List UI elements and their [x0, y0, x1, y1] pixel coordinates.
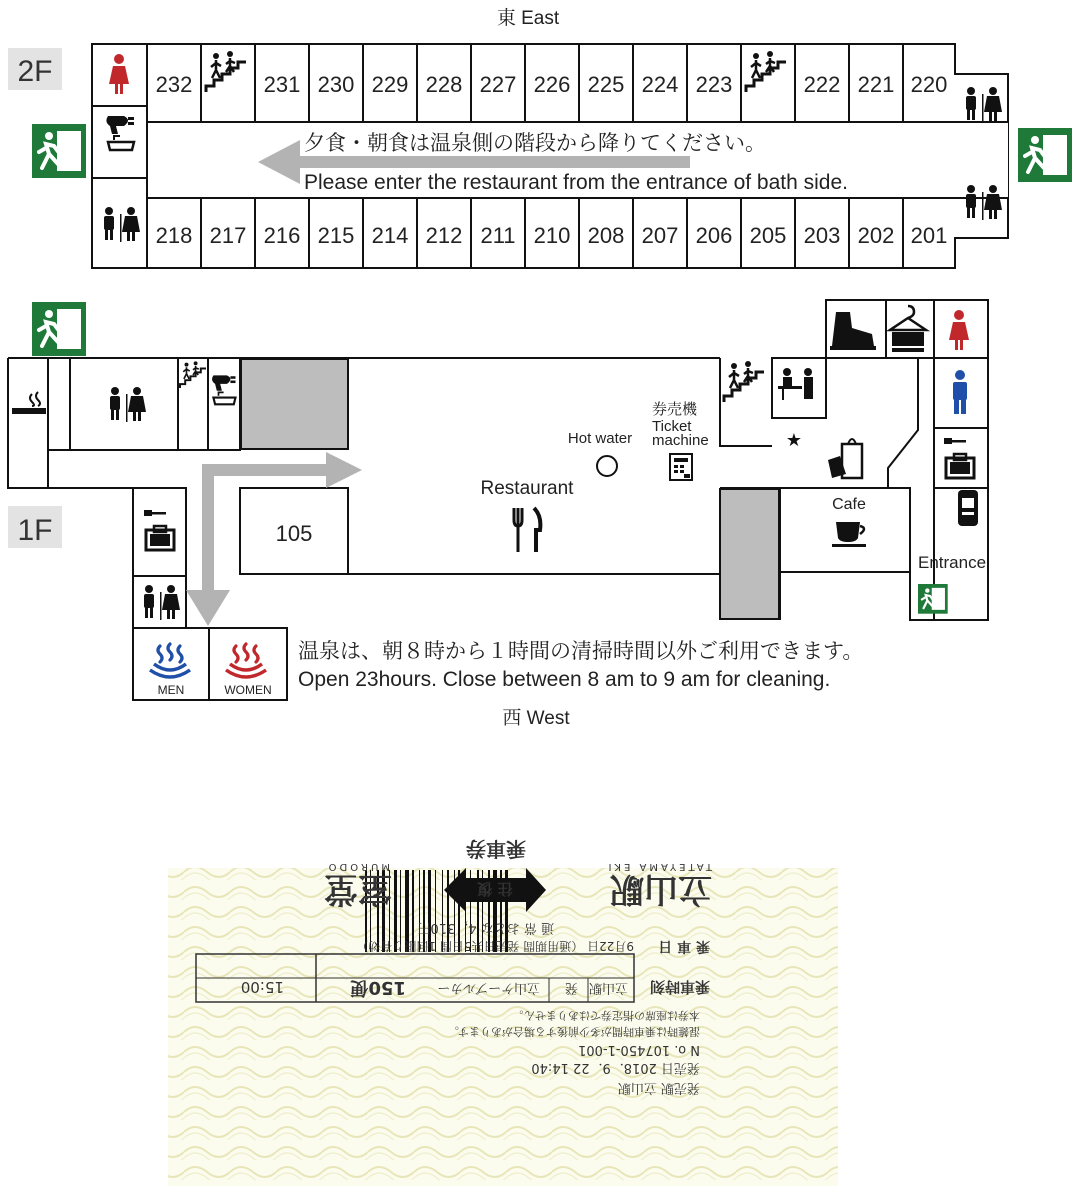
- female-restroom-icon: [949, 310, 969, 350]
- notice-2f-en: Please enter the restaurant from the entrance of bath side.: [304, 171, 848, 194]
- direction-east-label: 東 East: [496, 8, 560, 29]
- ticket-date-label: 乗 車 日: [658, 938, 710, 954]
- room-2f-south: 206: [695, 223, 733, 248]
- notice-2f-jp: 夕食・朝食は温泉側の階段から降りてください。: [304, 132, 766, 155]
- room-2f-south: 207: [641, 223, 679, 248]
- ticket-issued-date: 発売日 2018．9．22 14:40: [531, 1060, 700, 1075]
- bath-notice-jp: 温泉は、朝８時から１時間の清掃時間以外ご利用できます。: [298, 640, 864, 663]
- room-2f-north: 225: [587, 72, 625, 97]
- room-2f-south: 202: [857, 223, 895, 248]
- ticket-round-trip: 往 復: [477, 880, 513, 898]
- ticket-route-station: 立山駅: [588, 980, 628, 995]
- ticket-machine-jp: 券売機: [652, 401, 698, 418]
- stairwell: [241, 359, 348, 449]
- restaurant-label: Restaurant: [480, 478, 574, 499]
- bath-men-label: MEN: [157, 683, 185, 697]
- stairwell: [720, 489, 779, 619]
- clothes-rack-icon: [890, 306, 926, 352]
- room-2f-south: 203: [803, 223, 841, 248]
- ticket-to-station-en: MURODO: [325, 861, 390, 872]
- ticket-number: N o. 107450-1-001: [578, 1042, 700, 1057]
- ticket-time: 15:00: [240, 978, 284, 996]
- room-2f-south: 201: [910, 223, 948, 248]
- ticket-machine-en1: Ticket: [652, 418, 692, 435]
- room-2f-south: 218: [155, 223, 193, 248]
- room-105: 105: [275, 521, 313, 546]
- emergency-exit-icon: [32, 124, 86, 178]
- hot-spring-women-icon: [226, 644, 266, 677]
- restroom-icon: [144, 585, 180, 620]
- cable-car-ticket: [0, 780, 1080, 1198]
- floor-2f: [8, 44, 1072, 268]
- male-restroom-icon: [953, 370, 967, 414]
- room-2f-north: 224: [641, 72, 679, 97]
- room-2f-north: 226: [533, 72, 571, 97]
- bath-notice-en: Open 23hours. Close between 8 am to 9 am for cleaning.: [298, 668, 831, 691]
- direction-arrow-1f: [186, 452, 362, 626]
- hot-spring-men-icon: [150, 644, 190, 677]
- ticket-route-dep: 発: [564, 980, 578, 995]
- stairs-icon: [180, 361, 206, 388]
- room-2f-north: 231: [263, 72, 301, 97]
- room-2f-north: 222: [803, 72, 841, 97]
- locker-icon: [144, 510, 174, 550]
- stairs-icon: [724, 361, 764, 402]
- ticket-from-station-en: TATEYAMA EKI: [605, 861, 712, 872]
- room-2f-south: 215: [317, 223, 355, 248]
- ticket-title: 乗車券: [466, 837, 526, 861]
- room-2f-south: 212: [425, 223, 463, 248]
- hot-water-icon: [597, 456, 617, 476]
- room-2f-north: 220: [910, 72, 948, 97]
- room-2f-south: 214: [371, 223, 409, 248]
- direction-west-label: 西 West: [502, 708, 570, 729]
- room-2f-south: 208: [587, 223, 625, 248]
- room-2f-north: 229: [371, 72, 409, 97]
- room-2f-south: 205: [749, 223, 787, 248]
- ticket-issued-at: 発売駅 立山駅: [617, 1080, 700, 1095]
- ticket-time-label: 乗車時刻: [649, 978, 710, 996]
- ticket-to-station: 室堂: [324, 869, 392, 909]
- ticket-route-line: 立山ケーブルカー: [437, 980, 540, 995]
- ticket-flight: 150便: [350, 977, 406, 998]
- restaurant-icon: [514, 508, 540, 552]
- room-2f-south: 216: [263, 223, 301, 248]
- locker-icon: [944, 438, 974, 478]
- emergency-exit-icon: [918, 584, 948, 614]
- hot-water-label: Hot water: [567, 430, 633, 447]
- room-2f-south: 217: [209, 223, 247, 248]
- emergency-exit-icon: [32, 302, 86, 356]
- room-2f-south: 210: [533, 223, 571, 248]
- ticket-from-station: 立山駅: [610, 869, 712, 909]
- vending-machine-icon: [958, 490, 978, 526]
- front-desk-icon: [778, 368, 813, 400]
- entrance-label: Entrance: [918, 553, 987, 572]
- room-2f-south: 211: [480, 223, 516, 248]
- room-2f-north: 223: [695, 72, 733, 97]
- ticket-machine-icon: [670, 454, 692, 480]
- bath-women-label: WOMEN: [224, 683, 272, 697]
- room-2f-north: 232: [155, 72, 193, 97]
- room-2f-north: 227: [479, 72, 517, 97]
- ticket-note-2: 本券は座席の指定券ではありません。: [512, 1009, 700, 1022]
- ticket-note-1: 混雑時は乗車時間が多少前後する場合があります。: [447, 1025, 700, 1038]
- star-icon: ★: [785, 430, 803, 451]
- cafe-cup-icon: [832, 522, 866, 547]
- shopping-bag-icon: [828, 439, 862, 478]
- ticket-machine-en2: machine: [652, 432, 709, 449]
- floor-1f: [8, 300, 988, 700]
- floor-1f-label: 1F: [17, 514, 53, 547]
- ticket-fare: 通 常 おとな 4，310円: [417, 920, 554, 935]
- floor-2f-label: 2F: [17, 55, 53, 88]
- room-2f-north: 221: [857, 72, 895, 97]
- cafe-label: Cafe: [832, 496, 866, 513]
- room-2f-north: 230: [317, 72, 355, 97]
- room-2f-north: 228: [425, 72, 463, 97]
- boots-icon: [830, 312, 876, 350]
- emergency-exit-icon: [1018, 128, 1072, 182]
- ticket-date-value: 9月22日 （通用期間 発売日共5日間 1回限り有効）: [356, 939, 634, 953]
